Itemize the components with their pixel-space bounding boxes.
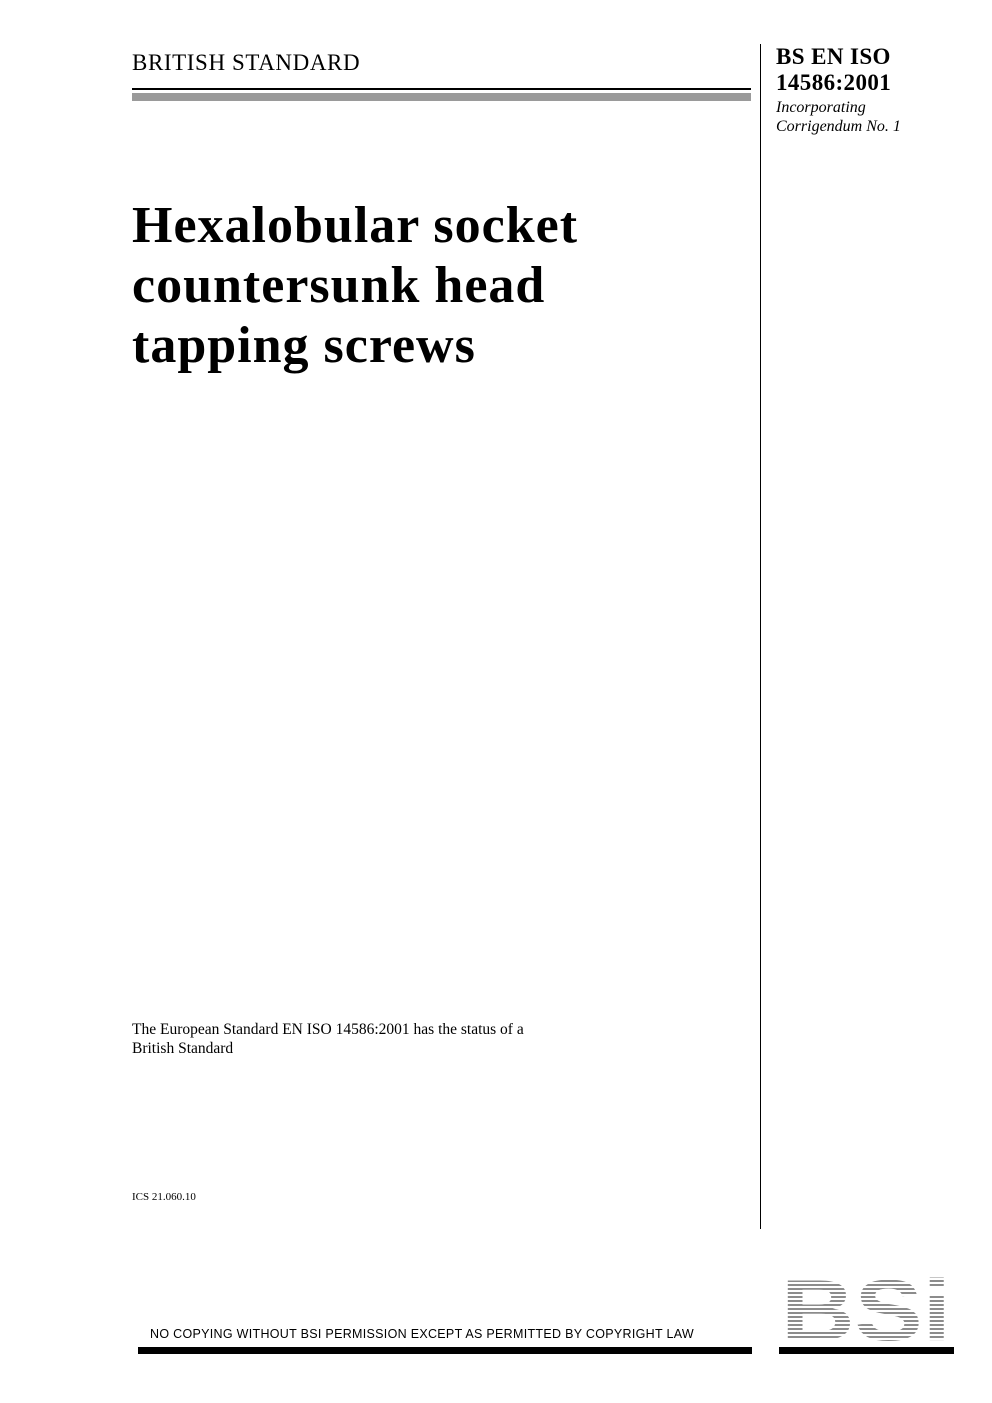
status-line2: British Standard — [132, 1040, 234, 1057]
logo-rule — [779, 1347, 954, 1354]
standard-note — [776, 98, 901, 136]
document-title — [132, 196, 742, 376]
header-label: BRITISH STANDARD — [132, 50, 361, 75]
standard-number — [776, 44, 891, 96]
title-line3: tapping screws — [132, 317, 476, 374]
title-line2: countersunk head — [132, 257, 546, 314]
status-statement — [132, 1020, 692, 1058]
status-line1: The European Standard EN ISO 14586:2001 has the status of a — [132, 1021, 524, 1038]
vertical-divider — [760, 44, 761, 1229]
title-line1: Hexalobular socket — [132, 197, 579, 254]
header-rule-thin — [132, 88, 751, 90]
footer-rule — [138, 1347, 752, 1354]
standard-note-line2: Corrigendum No. 1 — [776, 118, 901, 135]
bsi-logo — [779, 1276, 954, 1342]
header-rule-thick — [132, 93, 751, 101]
standard-number-line1: BS EN ISO — [776, 44, 891, 69]
ics-code: ICS 21.060.10 — [132, 1191, 196, 1203]
copyright-notice: NO COPYING WITHOUT BSI PERMISSION EXCEPT AS PERMITTED BY COPYRIGHT LAW — [150, 1327, 695, 1341]
bsi-logo-mark: BSi — [781, 1276, 951, 1342]
standard-note-line1: Incorporating — [776, 99, 866, 116]
standard-number-line2: 14586:2001 — [776, 70, 892, 95]
